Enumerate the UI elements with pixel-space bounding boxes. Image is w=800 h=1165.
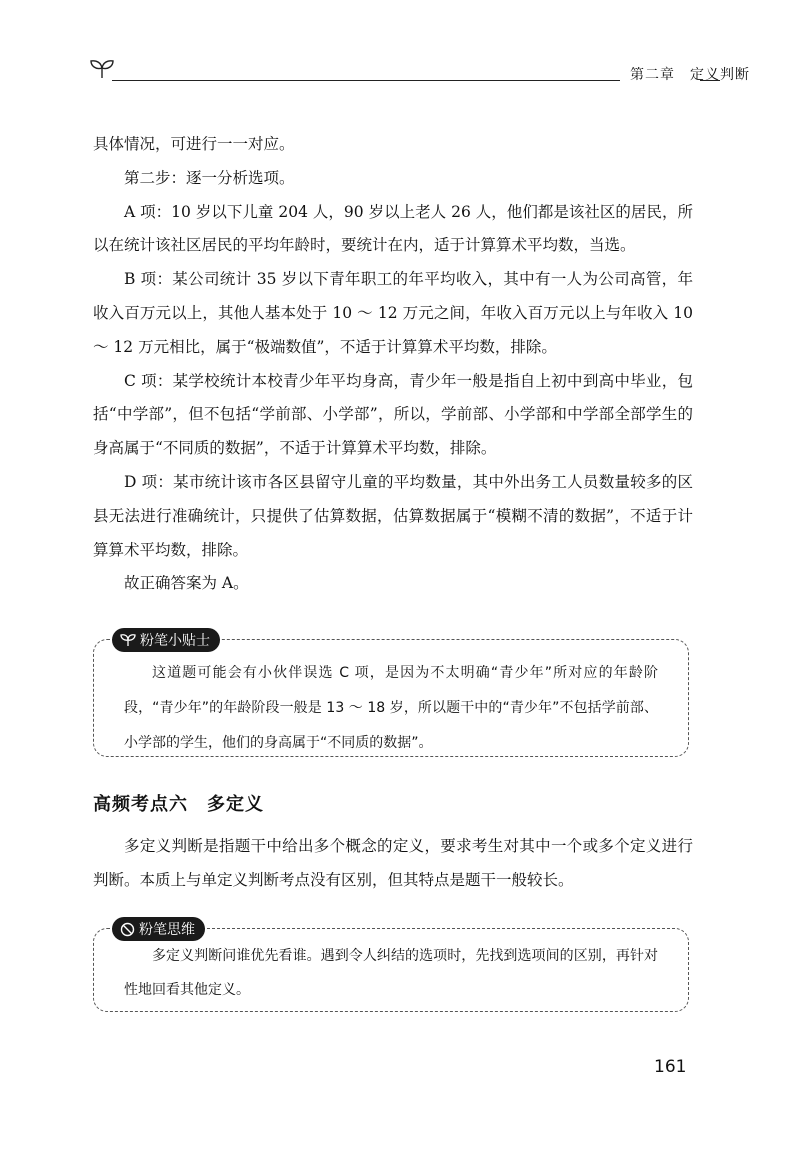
- section-title: 高频考点六 多定义: [93, 794, 264, 815]
- section-text: [93, 830, 693, 898]
- main-text: [93, 128, 693, 601]
- thinking-box-tag: [112, 917, 205, 941]
- paragraph: C 项：某学校统计本校青少年平均身高，青少年一般是指自上初中到高中毕业，包括“中学部”，但不包括“学前部、小学部”，所以，学前部、小学部和中学部全部学生的身高属于“不同质的数据”，不适于计算算术平均数，排除。: [93, 371, 693, 458]
- header-rule-left: [112, 80, 620, 81]
- tip-box-text: 这道题可能会有小伙伴误选 C 项，是因为不太明确“青少年”所对应的年龄阶段，“青少年”的年龄阶段一般是 13 ～ 18 岁，所以题干中的“青少年”不包括学前部、小学部的学生，他们的身高属于“不同质的数据”。: [124, 665, 658, 751]
- paragraph: B 项：某公司统计 35 岁以下青年职工的年平均收入，其中有一人为公司高管，年收入百万元以上，其他人基本处于 10 ～ 12 万元之间，年收入百万元以上与年收入 10 ～ 12 万元相比，属于“极端数值”，不适于计算算术平均数，排除。: [93, 270, 693, 356]
- sprout-icon: [88, 58, 116, 80]
- paragraph: 具体情况，可进行一一对应。: [93, 135, 295, 153]
- header-rule-right: [700, 80, 720, 81]
- thinking-box-text: 多定义判断问谁优先看谁。遇到令人纠结的选项时，先找到选项间的区别，再针对性地回看其他定义。: [124, 948, 658, 998]
- thinking-box-label: 粉笔思维: [139, 922, 195, 938]
- page-header: [88, 56, 750, 90]
- paragraph: 第二步：逐一分析选项。: [124, 168, 295, 187]
- chapter-title: 第二章 定义判断: [630, 67, 750, 83]
- paragraph: 故正确答案为 A。: [124, 574, 249, 593]
- no-entry-icon: [120, 922, 135, 937]
- paragraph: A 项：10 岁以下儿童 204 人，90 岁以上老人 26 人，他们都是该社区的居民，所以在统计该社区居民的平均年龄时，要统计在内，适于计算算术平均数，当选。: [93, 202, 693, 255]
- tip-box-label: 粉笔小贴士: [140, 633, 210, 649]
- paragraph: D 项：某市统计该市各区县留守儿童的平均数量，其中外出务工人员数量较多的区县无法进行准确统计，只提供了估算数据，估算数据属于“模糊不清的数据”，不适于计算算术平均数，排除。: [93, 472, 693, 559]
- sprout-icon: [120, 633, 136, 647]
- tip-box-tag: [112, 628, 220, 652]
- paragraph: 多定义判断是指题干中给出多个概念的定义，要求考生对其中一个或多个定义进行判断。本质上与单定义判断考点没有区别，但其特点是题干一般较长。: [93, 837, 693, 889]
- tip-box: [93, 633, 689, 757]
- page-number: 161: [654, 1057, 687, 1077]
- thinking-box: [93, 922, 689, 1012]
